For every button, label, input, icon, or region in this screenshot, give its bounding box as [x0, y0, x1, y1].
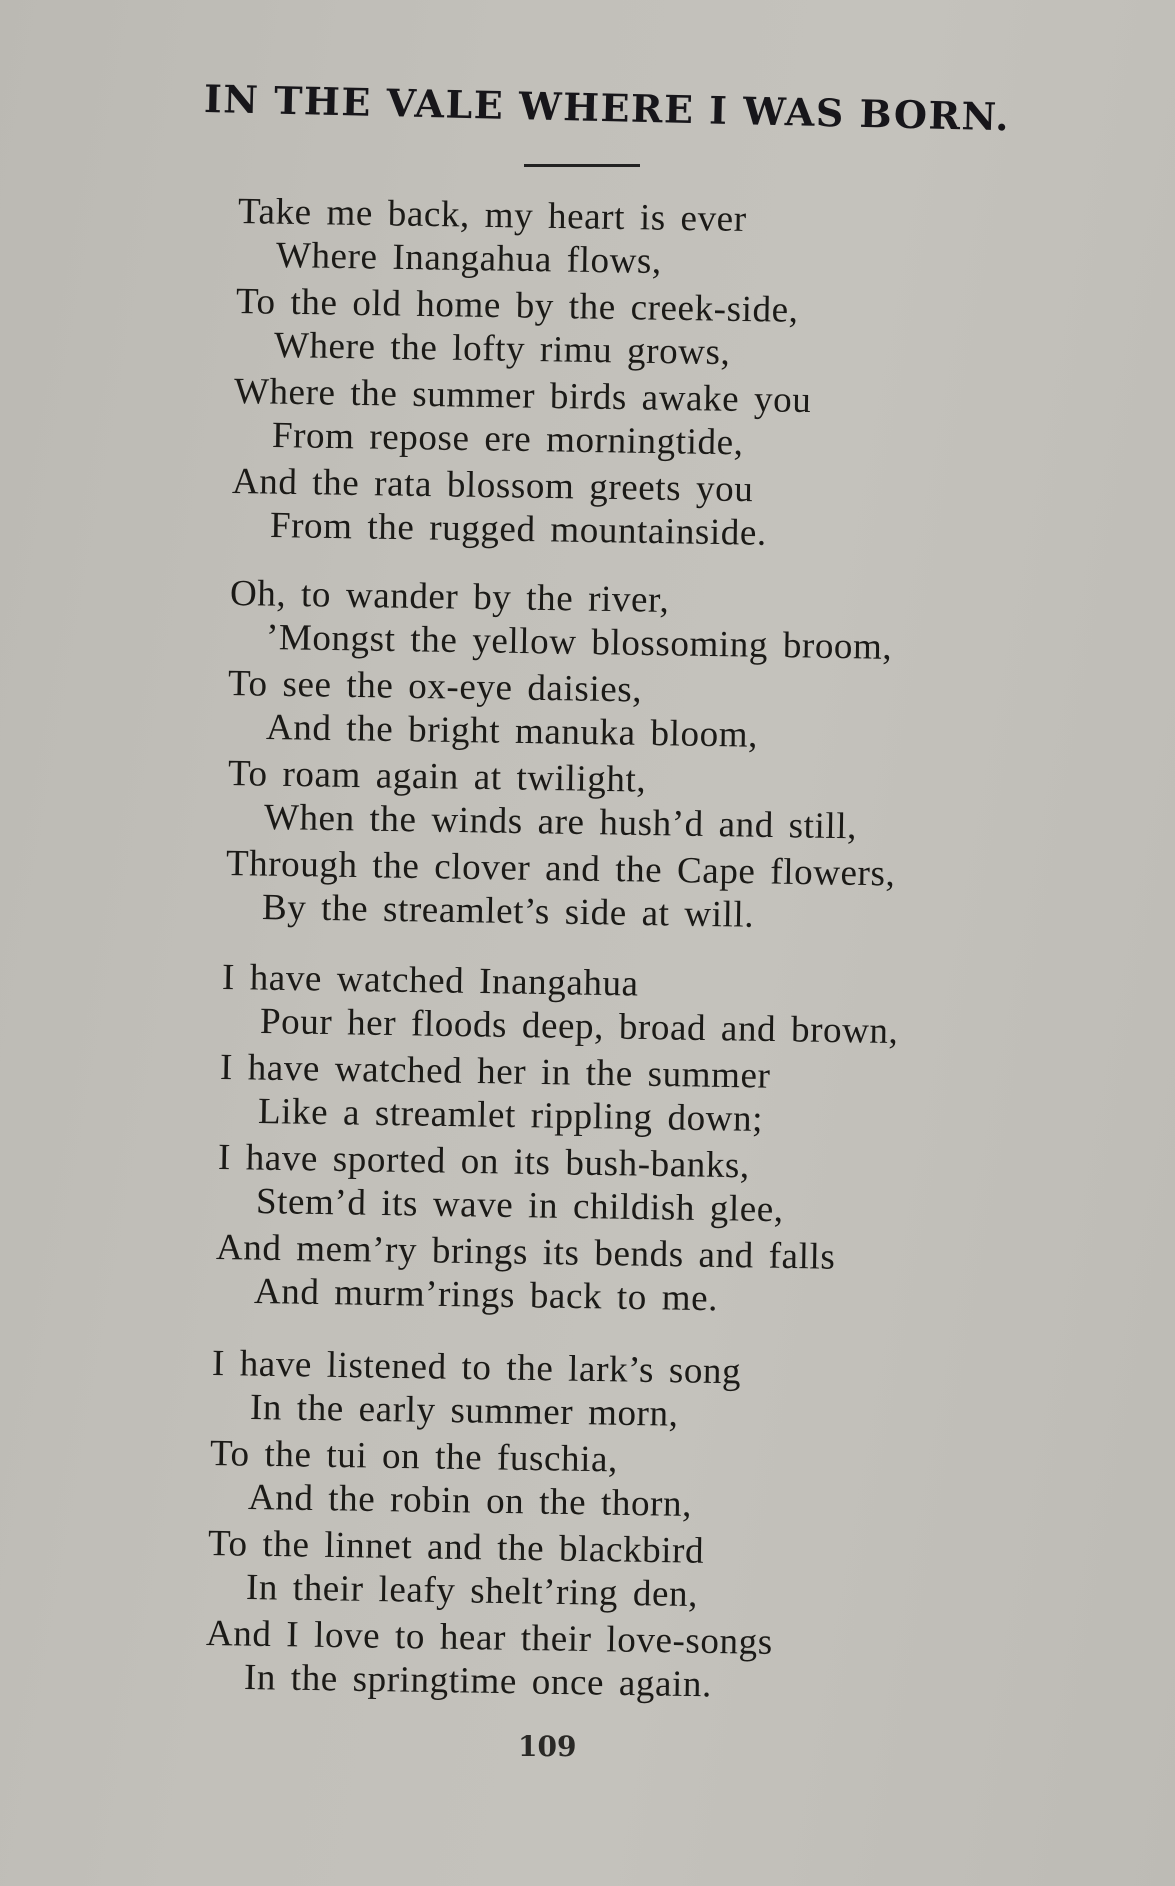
poem-line: I have watched Inangahua [221, 957, 639, 1005]
poem-line: And the bright manuka bloom, [265, 707, 759, 756]
poem-line: By the streamlet’s side at will. [261, 887, 755, 936]
poem-line: Pour her floods deep, broad and brown, [259, 1001, 899, 1053]
poem-line: To the linnet and the blackbird [207, 1523, 705, 1572]
poem-line: Take me back, my heart is ever [237, 191, 747, 240]
poem-line: I have sported on its bush-banks, [217, 1137, 751, 1187]
poem-line: And I love to hear their love-songs [205, 1613, 774, 1663]
poem-line: Stem’d its wave in childish glee, [255, 1181, 785, 1231]
poem-line: And the rata blossom greets you [231, 461, 754, 511]
poem-line: In the springtime once again. [243, 1657, 713, 1706]
poem-line: And murm’rings back to me. [253, 1271, 719, 1320]
poem-line: Oh, to wander by the river, [229, 573, 670, 621]
poem-line: ’Mongst the yellow blossoming broom, [265, 617, 893, 668]
poem-line: In the early summer morn, [249, 1387, 679, 1435]
poem-line: To see the ox-eye daisies, [227, 663, 643, 711]
poem-line: Where Inangahua flows, [275, 235, 663, 283]
poem-line: To roam again at twilight, [227, 753, 647, 801]
poem-line: Where the summer birds awake you [233, 371, 812, 422]
poem-line: From repose ere morningtide, [271, 415, 744, 464]
poem-title: IN THE VALE WHERE I WAS BORN. [203, 76, 1011, 140]
poem-line: I have listened to the lark’s song [211, 1343, 742, 1393]
page-number: 109 [518, 1730, 577, 1763]
poem-line: Like a streamlet rippling down; [257, 1091, 764, 1140]
poem-line: And mem’ry brings its bends and falls [215, 1227, 836, 1278]
title-divider [524, 164, 640, 167]
poem-line: From the rugged mountainside. [269, 505, 768, 554]
poem-line: Where the lofty rimu grows, [273, 325, 731, 374]
poem-line: And the robin on the thorn, [247, 1477, 693, 1525]
poem-line: To the old home by the creek-side, [235, 281, 799, 331]
poem-line: Through the clover and the Cape flowers, [225, 843, 896, 895]
poem-line: To the tui on the fuschia, [209, 1433, 619, 1481]
poem-line: I have watched her in the summer [219, 1047, 771, 1097]
poem-line: When the winds are hush’d and still, [263, 797, 858, 848]
poem-line: In their leafy shelt’ring den, [245, 1567, 699, 1616]
